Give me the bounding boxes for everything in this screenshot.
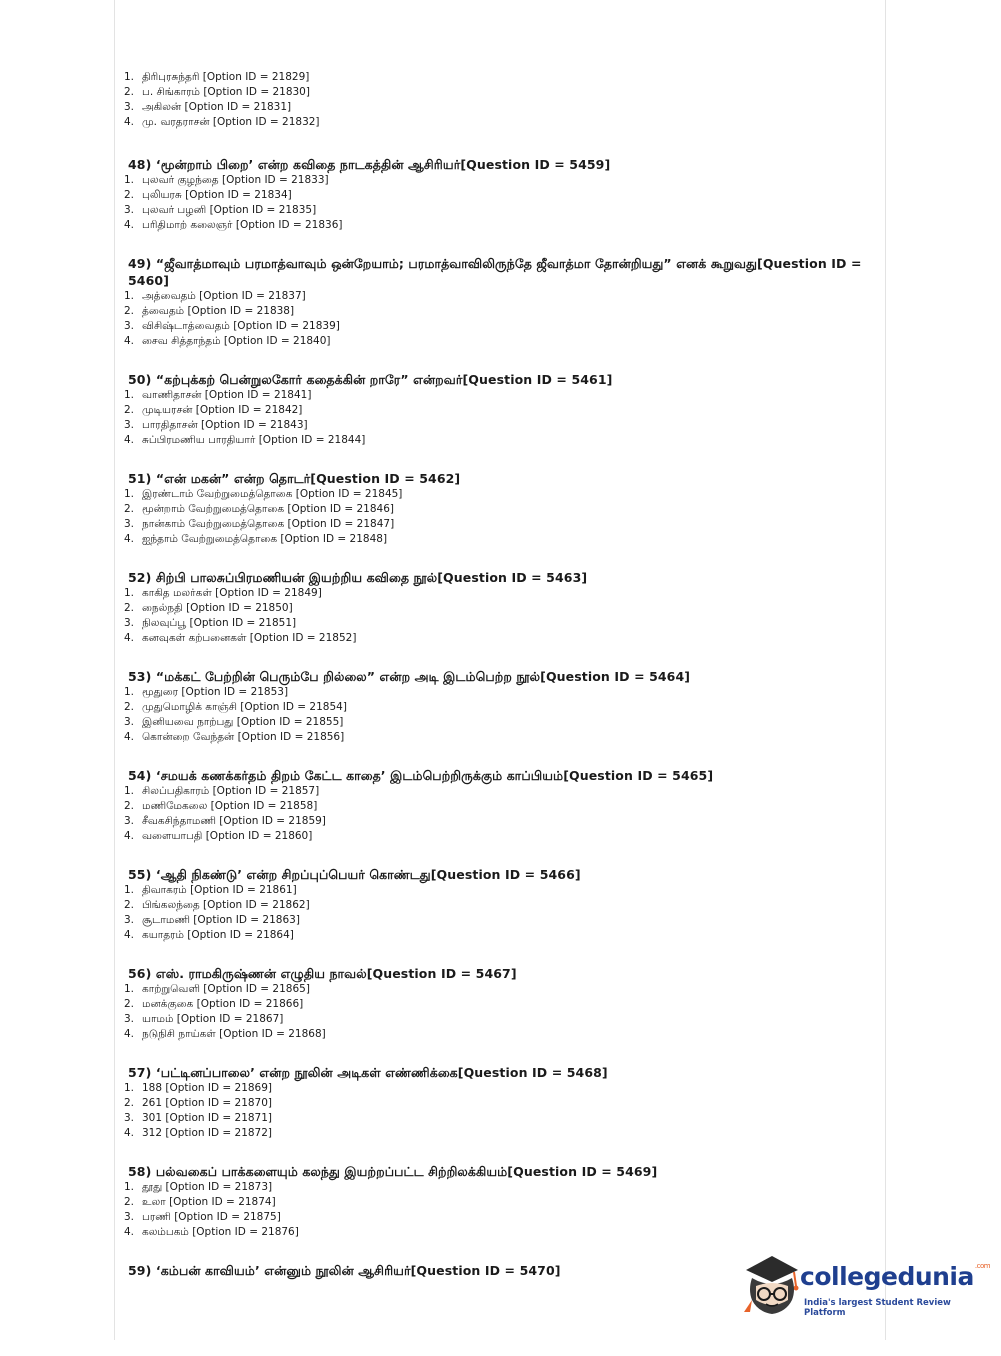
option-text: ஐந்தாம் வேற்றுமைத்தொகை [Option ID = 21848] [142, 533, 388, 545]
option-item [124, 829, 864, 844]
question-title: 55) ‘ஆதி நிகண்டு’ என்ற சிறப்புப்பெயர் கொண்டது[Question ID = 5466] [128, 867, 581, 882]
option-item [124, 982, 864, 997]
question-block [124, 1163, 864, 1240]
option-number: 3. [124, 320, 135, 332]
option-item [124, 517, 864, 532]
question-title: 57) ‘பட்டினப்பாலை’ என்ற நூலின் அடிகள் எண்ணிக்கை[Question ID = 5468] [128, 1065, 608, 1080]
option-text: பரிதிமாற் கலைஞர் [Option ID = 21836] [142, 219, 343, 231]
option-item [124, 487, 864, 502]
option-number: 2. [124, 701, 135, 713]
option-item [124, 173, 864, 188]
option-text: நிலவுப்பூ [Option ID = 21851] [142, 617, 297, 629]
option-number: 4. [124, 116, 135, 128]
option-number: 1. [124, 1181, 135, 1193]
option-text: முடியரசன் [Option ID = 21842] [142, 404, 303, 416]
option-text: இனியவை நாற்பது [Option ID = 21855] [142, 716, 344, 728]
option-item [124, 1210, 864, 1225]
option-text: நான்காம் வேற்றுமைத்தொகை [Option ID = 21847] [142, 518, 395, 530]
option-number: 3. [124, 518, 135, 530]
option-number: 2. [124, 899, 135, 911]
question-block [124, 569, 864, 646]
option-text: திரிபுரசுந்தரி [Option ID = 21829] [142, 71, 310, 83]
option-number: 2. [124, 305, 135, 317]
collegedunia-logo [742, 1248, 991, 1328]
option-item [124, 304, 864, 319]
option-text: 312 [Option ID = 21872] [142, 1127, 273, 1139]
option-item [124, 1180, 864, 1195]
option-text: தூது [Option ID = 21873] [142, 1181, 273, 1193]
option-number: 1. [124, 884, 135, 896]
question-title: 58) பல்வகைப் பாக்களையும் கலந்து இயற்றப்பட்ட சிற்றிலக்கியம்[Question ID = 5469] [128, 1164, 658, 1179]
option-text: மூதுரை [Option ID = 21853] [142, 686, 289, 698]
option-number: 2. [124, 503, 135, 515]
option-text: மூன்றாம் வேற்றுமைத்தொகை [Option ID = 21846] [142, 503, 394, 515]
option-item [124, 334, 864, 349]
option-text: சைவ சித்தாந்தம் [Option ID = 21840] [142, 335, 331, 347]
option-text: காகித மலர்கள் [Option ID = 21849] [142, 587, 322, 599]
option-item [124, 1195, 864, 1210]
option-item [124, 433, 864, 448]
option-text: கயாதரம் [Option ID = 21864] [142, 929, 294, 941]
option-item [124, 601, 864, 616]
option-text: வளையாபதி [Option ID = 21860] [142, 830, 313, 842]
question-title: 50) “கற்புக்கற் பென்றுலகோர் கதைக்கின் றாரே” என்றவர்[Question ID = 5461] [128, 372, 613, 387]
option-number: 2. [124, 1097, 135, 1109]
option-number: 2. [124, 602, 135, 614]
option-number: 2. [124, 998, 135, 1010]
option-item [124, 700, 864, 715]
option-number: 4. [124, 632, 135, 644]
option-number: 3. [124, 204, 135, 216]
question-block [124, 1064, 864, 1141]
question-block [124, 965, 864, 1042]
option-item [124, 319, 864, 334]
option-item [124, 928, 864, 943]
option-item [124, 898, 864, 913]
option-text: முதுமொழிக் காஞ்சி [Option ID = 21854] [142, 701, 347, 713]
option-number: 4. [124, 1226, 135, 1238]
option-item [124, 188, 864, 203]
option-number: 3. [124, 815, 135, 827]
option-number: 3. [124, 1112, 135, 1124]
option-text: பாரதிதாசன் [Option ID = 21843] [142, 419, 308, 431]
option-item [124, 70, 864, 85]
option-number: 1. [124, 587, 135, 599]
option-text: த்வைதம் [Option ID = 21838] [142, 305, 295, 317]
question-title: 52) சிற்பி பாலசுப்பிரமணியன் இயற்றிய கவிதை நூல்[Question ID = 5463] [128, 570, 588, 585]
option-text: ப. சிங்காரம் [Option ID = 21830] [142, 86, 310, 98]
option-text: சிலப்பதிகாரம் [Option ID = 21857] [142, 785, 320, 797]
option-number: 4. [124, 434, 135, 446]
question-title: 59) ‘கம்பன் காவியம்’ என்னும் நூலின் ஆசிரியர்[Question ID = 5470] [128, 1263, 561, 1278]
option-number: 3. [124, 617, 135, 629]
option-item [124, 418, 864, 433]
option-number: 2. [124, 800, 135, 812]
option-number: 3. [124, 1211, 135, 1223]
option-number: 3. [124, 1013, 135, 1025]
option-text: 188 [Option ID = 21869] [142, 1082, 273, 1094]
option-item [124, 502, 864, 517]
option-item [124, 203, 864, 218]
question-block [124, 668, 864, 745]
brand-domain: .com [974, 1262, 991, 1270]
question-block [124, 371, 864, 448]
option-number: 4. [124, 1028, 135, 1040]
option-item [124, 883, 864, 898]
option-text: புலவர் பழனி [Option ID = 21835] [142, 204, 317, 216]
question-block [124, 866, 864, 943]
option-number: 1. [124, 785, 135, 797]
option-text: நடுநிசி நாய்கள் [Option ID = 21868] [142, 1028, 326, 1040]
question-block [124, 470, 864, 547]
option-item [124, 115, 864, 130]
option-number: 1. [124, 686, 135, 698]
option-text: புலியரசு [Option ID = 21834] [142, 189, 292, 201]
mascot-icon [742, 1250, 802, 1320]
option-number: 3. [124, 101, 135, 113]
option-item [124, 1126, 864, 1141]
question-block [124, 767, 864, 844]
option-item [124, 1111, 864, 1126]
option-text: சூடாமணி [Option ID = 21863] [142, 914, 300, 926]
option-number: 4. [124, 533, 135, 545]
option-item [124, 100, 864, 115]
question-block [124, 255, 864, 349]
question-block [124, 156, 864, 233]
option-text: உலா [Option ID = 21874] [142, 1196, 276, 1208]
option-text: இரண்டாம் வேற்றுமைத்தொகை [Option ID = 21845] [142, 488, 403, 500]
option-text: பரணி [Option ID = 21875] [142, 1211, 281, 1223]
option-text: வாணிதாசன் [Option ID = 21841] [142, 389, 312, 401]
option-text: திவாகரம் [Option ID = 21861] [142, 884, 297, 896]
option-text: சுப்பிரமணிய பாரதியார் [Option ID = 21844] [142, 434, 366, 446]
option-item [124, 218, 864, 233]
option-item [124, 913, 864, 928]
question-list [124, 70, 864, 1279]
option-item [124, 730, 864, 745]
option-number: 4. [124, 335, 135, 347]
option-text: நைல்நதி [Option ID = 21850] [142, 602, 293, 614]
option-text: 301 [Option ID = 21871] [142, 1112, 273, 1124]
option-item [124, 715, 864, 730]
option-text: மனக்குகை [Option ID = 21866] [142, 998, 304, 1010]
option-item [124, 85, 864, 100]
question-title: 54) ‘சமயக் கணக்கர்தம் திறம் கேட்ட காதை’ இடம்பெற்றிருக்கும் காப்பியம்[Question ID = 5465] [128, 768, 714, 783]
option-number: 4. [124, 219, 135, 231]
question-title: 53) “மக்கட் பேற்றின் பெரும்பே றில்லை” என்ற அடி இடம்பெற்ற நூல்[Question ID = 5464] [128, 669, 691, 684]
option-text: 261 [Option ID = 21870] [142, 1097, 273, 1109]
option-item [124, 532, 864, 547]
option-item [124, 289, 864, 304]
option-number: 1. [124, 290, 135, 302]
option-number: 1. [124, 71, 135, 83]
previous-options [124, 70, 864, 130]
question-title: 51) “என் மகன்” என்ற தொடர்[Question ID = 5462] [128, 471, 461, 486]
option-item [124, 1096, 864, 1111]
option-item [124, 1027, 864, 1042]
option-text: சீவகசிந்தாமணி [Option ID = 21859] [142, 815, 326, 827]
option-number: 2. [124, 189, 135, 201]
option-text: அத்வைதம் [Option ID = 21837] [142, 290, 306, 302]
question-title: 56) எஸ். ராமகிருஷ்ணன் எழுதிய நாவல்[Question ID = 5467] [128, 966, 517, 981]
option-item [124, 1081, 864, 1096]
option-text: விசிஷ்டாத்வைதம் [Option ID = 21839] [142, 320, 340, 332]
option-number: 4. [124, 929, 135, 941]
option-number: 4. [124, 1127, 135, 1139]
option-text: கலம்பகம் [Option ID = 21876] [142, 1226, 299, 1238]
option-number: 1. [124, 389, 135, 401]
option-item [124, 616, 864, 631]
option-item [124, 586, 864, 601]
brand-tagline: India's largest Student Review Platform [804, 1298, 951, 1318]
option-number: 2. [124, 1196, 135, 1208]
option-item [124, 814, 864, 829]
option-item [124, 1012, 864, 1027]
option-number: 1. [124, 488, 135, 500]
option-number: 1. [124, 983, 135, 995]
option-text: பிங்கலந்தை [Option ID = 21862] [142, 899, 310, 911]
option-item [124, 631, 864, 646]
option-number: 2. [124, 86, 135, 98]
option-text: கனவுகள் கற்பனைகள் [Option ID = 21852] [142, 632, 357, 644]
option-number: 4. [124, 731, 135, 743]
option-number: 1. [124, 1082, 135, 1094]
option-number: 3. [124, 419, 135, 431]
option-number: 4. [124, 830, 135, 842]
option-text: அகிலன் [Option ID = 21831] [142, 101, 292, 113]
option-text: மு. வரதராசன் [Option ID = 21832] [142, 116, 320, 128]
option-item [124, 403, 864, 418]
option-text: புலவர் குழந்தை [Option ID = 21833] [142, 174, 329, 186]
option-number: 1. [124, 174, 135, 186]
option-number: 3. [124, 716, 135, 728]
question-title: 49) “ஜீவாத்மாவும் பரமாத்வாவும் ஒன்றேயாம்; பரமாத்வாவிலிருந்தே ஜீவாத்மா தோன்றியது” எனக் கூறுவது[Question ID = 5460] [128, 256, 862, 288]
brand-name: collegedunia$^{.com}$ [800, 1262, 991, 1291]
option-number: 2. [124, 404, 135, 416]
option-item [124, 388, 864, 403]
option-number: 3. [124, 914, 135, 926]
option-text: மணிமேகலை [Option ID = 21858] [142, 800, 318, 812]
option-text: யாமம் [Option ID = 21867] [142, 1013, 284, 1025]
option-text: கொன்றை வேந்தன் [Option ID = 21856] [142, 731, 345, 743]
option-item [124, 799, 864, 814]
option-item [124, 784, 864, 799]
option-item [124, 997, 864, 1012]
option-item [124, 1225, 864, 1240]
question-title: 48) ‘மூன்றாம் பிறை’ என்ற கவிதை நாடகத்தின் ஆசிரியர்[Question ID = 5459] [128, 157, 611, 172]
option-item [124, 685, 864, 700]
option-text: காற்றுவெளி [Option ID = 21865] [142, 983, 310, 995]
